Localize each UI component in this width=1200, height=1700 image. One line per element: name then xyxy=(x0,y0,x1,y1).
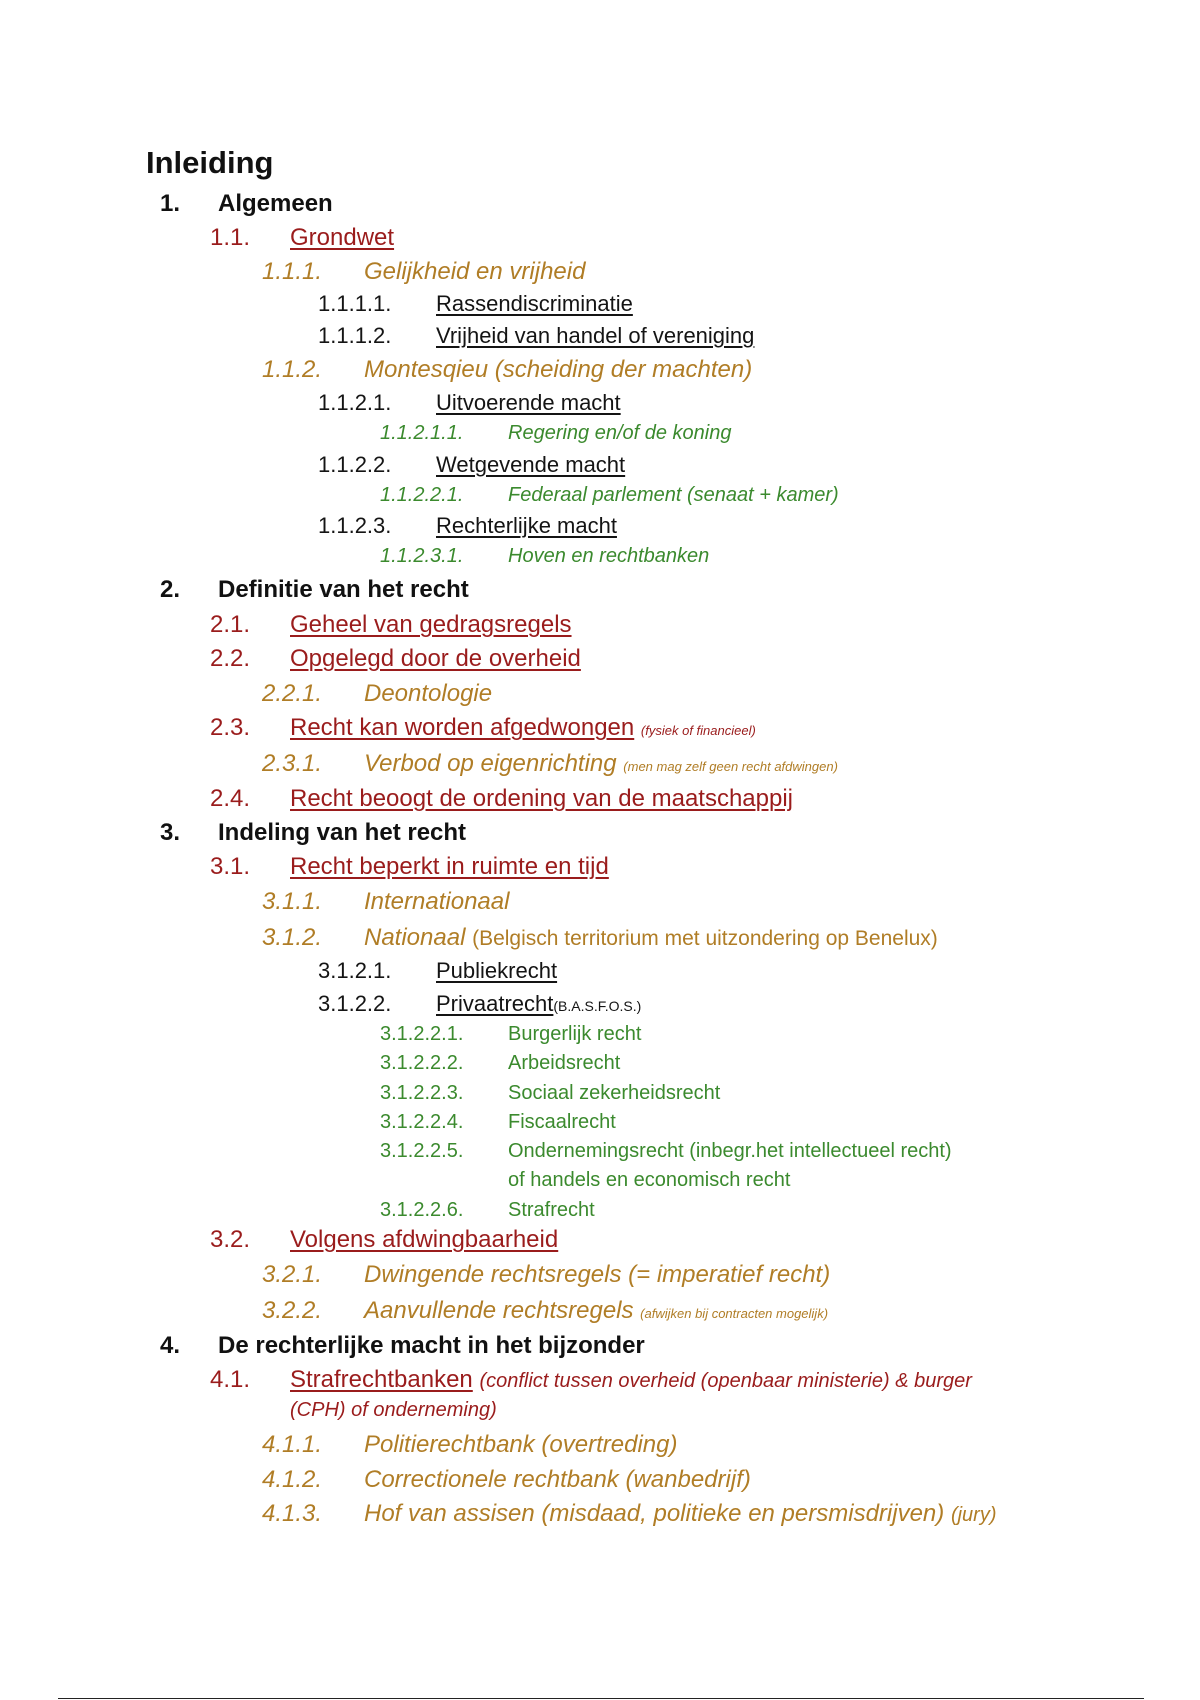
level5-number: 3.1.2.2.4. xyxy=(380,1111,464,1133)
subsubsection-number: 1.1.1. xyxy=(262,258,323,285)
level4-number: 1.1.1.1. xyxy=(318,291,392,316)
level5-number: 1.1.2.2.1. xyxy=(380,484,464,506)
subsubsection-text: Internationaal xyxy=(364,888,510,915)
subsubsection-number: 4.1.1. xyxy=(262,1431,323,1458)
subsection-text: Opgelegd door de overheid xyxy=(290,645,581,672)
subsection-number: 1.1. xyxy=(210,224,251,251)
level4-number: 1.1.2.3. xyxy=(318,513,392,538)
subsubsection-text: Montesqieu (scheiding der machten) xyxy=(364,356,753,383)
subsection-text: Grondwet xyxy=(290,224,395,251)
subsubsection-number: 3.1.2. xyxy=(262,924,323,951)
level4-text: Publiekrecht xyxy=(436,958,558,983)
section-text: De rechterlijke macht in het bijzonder xyxy=(218,1332,645,1359)
level5-text: Strafrecht xyxy=(508,1199,595,1221)
subsubsection-text: Deontologie xyxy=(364,680,493,707)
subsection-content xyxy=(290,714,756,742)
subsection-note-continued: (CPH) of onderneming) xyxy=(290,1399,497,1421)
level5-number: 1.1.2.1.1. xyxy=(380,422,464,444)
level5-number: 3.1.2.2.1. xyxy=(380,1023,464,1045)
subsubsection-text: Correctionele rechtbank (wanbedrijf) xyxy=(364,1466,751,1493)
level5-text: Fiscaalrecht xyxy=(508,1111,616,1133)
level4-note: (B.A.S.F.O.S.) xyxy=(553,998,642,1014)
subsection-number: 3.2. xyxy=(210,1226,251,1253)
section-number: 4. xyxy=(160,1332,181,1359)
subsubsection-content xyxy=(364,924,938,952)
page-title: Inleiding xyxy=(146,145,274,180)
level4-text: Rechterlijke macht xyxy=(436,513,617,538)
level4-number: 3.1.2.1. xyxy=(318,958,392,983)
subsubsection-number: 2.3.1. xyxy=(262,750,323,777)
subsubsection-text: Aanvullende rechtsregels xyxy=(364,1297,634,1324)
subsection-text: Recht beperkt in ruimte en tijd xyxy=(290,853,609,880)
subsubsection-number: 4.1.3. xyxy=(262,1500,323,1527)
subsubsection-content xyxy=(364,750,838,778)
level4-text: Wetgevende macht xyxy=(436,452,626,477)
section-number: 3. xyxy=(160,819,181,846)
subsubsection-number: 3.2.1. xyxy=(262,1261,323,1288)
section-text: Definitie van het recht xyxy=(218,576,469,603)
subsection-note: (fysiek of financieel) xyxy=(640,723,756,738)
section-text: Algemeen xyxy=(218,190,333,217)
level4-text: Vrijheid van handel of vereniging xyxy=(436,323,755,348)
level4-text: Privaatrecht xyxy=(436,991,554,1016)
subsubsection-number: 1.1.2. xyxy=(262,356,323,383)
subsubsection-note: (jury) xyxy=(950,1504,997,1526)
level4-number: 1.1.2.1. xyxy=(318,390,392,415)
level5-text: Regering en/of de koning xyxy=(508,422,732,444)
subsection-number: 2.3. xyxy=(210,714,251,741)
subsubsection-text: Politierechtbank (overtreding) xyxy=(364,1431,678,1458)
subsubsection-number: 4.1.2. xyxy=(262,1466,323,1493)
section-number: 2. xyxy=(160,576,181,603)
subsubsection-text: Dwingende rechtsregels (= imperatief recht) xyxy=(364,1261,831,1288)
level5-text: Hoven en rechtbanken xyxy=(508,545,710,567)
level4-text: Rassendiscriminatie xyxy=(436,291,633,316)
subsubsection-text: Verbod op eigenrichting xyxy=(364,750,617,777)
level5-text: Federaal parlement (senaat + kamer) xyxy=(508,484,839,506)
level4-number: 3.1.2.2. xyxy=(318,991,392,1016)
subsubsection-number: 3.1.1. xyxy=(262,888,323,915)
subsection-text: Strafrechtbanken xyxy=(290,1366,473,1393)
subsection-text: Geheel van gedragsregels xyxy=(290,611,572,638)
subsection-number: 2.4. xyxy=(210,785,251,812)
level5-number: 3.1.2.2.3. xyxy=(380,1082,464,1104)
subsubsection-text: Nationaal xyxy=(364,924,466,951)
subsubsection-content xyxy=(364,1500,996,1528)
subsubsection-text: Hof van assisen (misdaad, politieke en persmisdrijven) xyxy=(364,1500,945,1527)
subsection-note: (conflict tussen overheid (openbaar ministerie) & burger xyxy=(479,1370,972,1392)
section-text: Indeling van het recht xyxy=(218,819,467,846)
section-number: 1. xyxy=(160,190,181,217)
subsubsection-note: (men mag zelf geen recht afdwingen) xyxy=(623,759,838,774)
footer-rule xyxy=(58,1698,1144,1699)
subsubsection-note: (afwijken bij contracten mogelijk) xyxy=(640,1306,829,1321)
level5-number: 3.1.2.2.2. xyxy=(380,1052,464,1074)
level5-number: 3.1.2.2.6. xyxy=(380,1199,464,1221)
level5-text: Ondernemingsrecht (inbegr.het intellectueel recht) xyxy=(508,1140,952,1162)
subsection-text: Recht beoogt de ordening van de maatschappij xyxy=(290,785,794,812)
subsubsection-number: 2.2.1. xyxy=(262,680,323,707)
level4-number: 1.1.1.2. xyxy=(318,323,392,348)
subsection-number: 4.1. xyxy=(210,1366,251,1393)
level4-text: Uitvoerende macht xyxy=(436,390,621,415)
subsection-number: 2.2. xyxy=(210,645,251,672)
subsection-content xyxy=(290,1366,972,1394)
level5-text: Burgerlijk recht xyxy=(508,1023,642,1045)
subsection-text: Recht kan worden afgedwongen xyxy=(290,714,635,741)
subsection-number: 2.1. xyxy=(210,611,251,638)
level5-text: Arbeidsrecht xyxy=(508,1052,621,1074)
level5-text: Sociaal zekerheidsrecht xyxy=(508,1082,721,1104)
subsubsection-text: Gelijkheid en vrijheid xyxy=(364,258,586,285)
level4-number: 1.1.2.2. xyxy=(318,452,392,477)
subsubsection-note: (Belgisch territorium met uitzondering op Benelux) xyxy=(472,927,938,950)
level5-number: 3.1.2.2.5. xyxy=(380,1140,464,1162)
level5-number: 1.1.2.3.1. xyxy=(380,545,464,567)
subsection-text: Volgens afdwingbaarheid xyxy=(290,1226,559,1253)
subsection-number: 3.1. xyxy=(210,853,251,880)
level5-text-continued: of handels en economisch recht xyxy=(508,1169,791,1191)
level4-content xyxy=(436,991,641,1017)
subsubsection-number: 3.2.2. xyxy=(262,1297,323,1324)
subsubsection-content xyxy=(364,1297,828,1325)
